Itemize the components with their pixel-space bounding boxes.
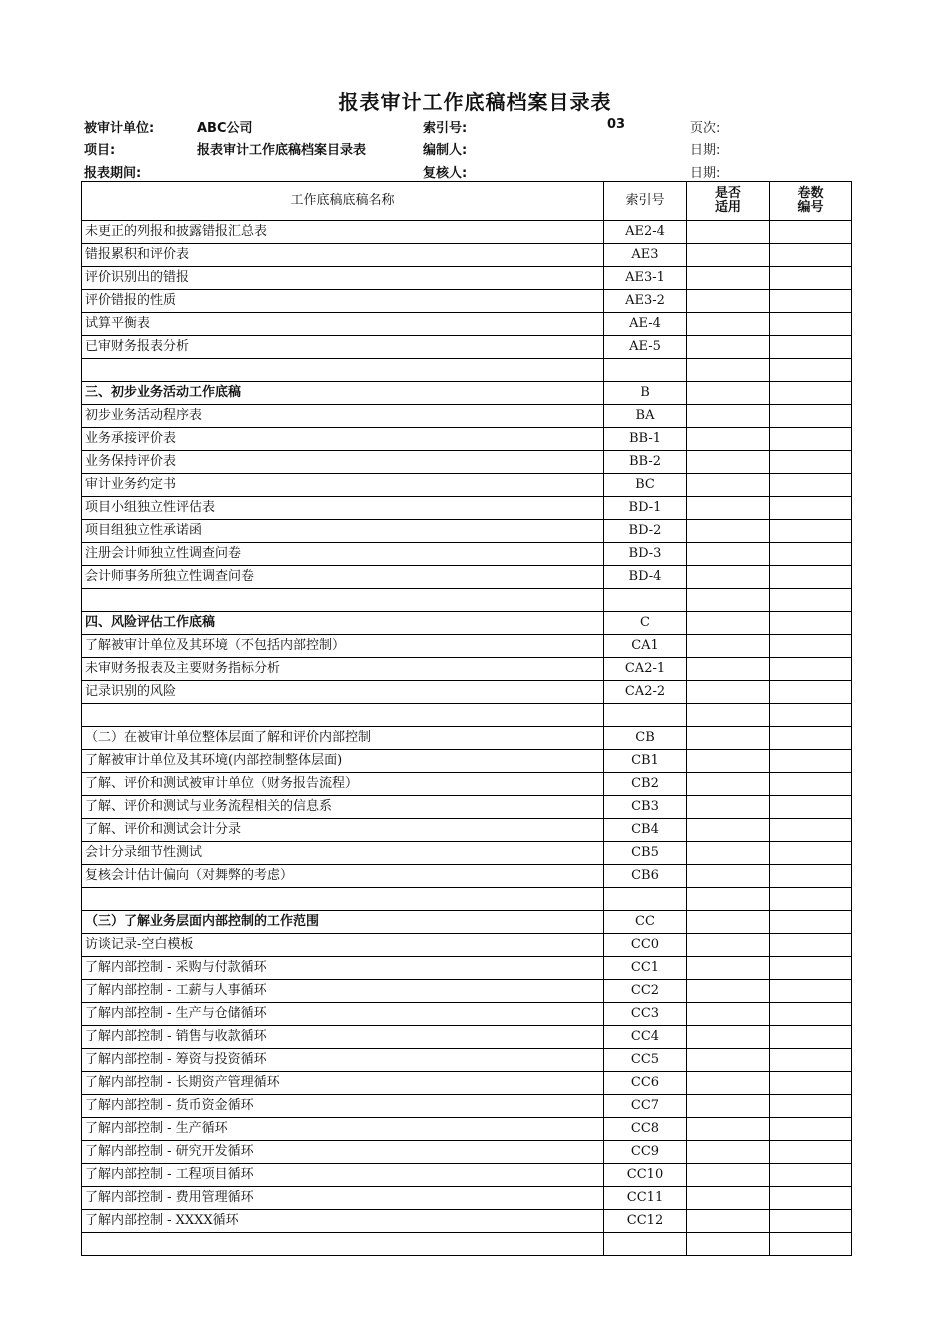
row-name-cell: 了解内部控制 - XXXX循环 (82, 1210, 604, 1233)
row-name-cell (82, 1233, 604, 1256)
table-row (82, 1003, 852, 1026)
audited-unit-label: 被审计单位: (84, 121, 155, 136)
row-index-cell: BC (604, 474, 687, 497)
row-name-cell (82, 888, 604, 911)
row-volume-cell (770, 382, 852, 405)
row-name-cell: 了解内部控制 - 销售与收款循环 (82, 1026, 604, 1049)
table-row (82, 957, 852, 980)
blank-row (82, 704, 852, 727)
row-index-cell: CC5 (604, 1049, 687, 1072)
row-volume-cell (770, 957, 852, 980)
table-row (82, 796, 852, 819)
row-name-cell: 试算平衡表 (82, 313, 604, 336)
row-name-cell: 评价识别出的错报 (82, 267, 604, 290)
row-index-cell: CC10 (604, 1164, 687, 1187)
row-name-cell (82, 589, 604, 612)
row-volume-cell (770, 474, 852, 497)
col-header-volume-line2: 编号 (797, 200, 824, 215)
page-number-label: 页次: (690, 121, 721, 136)
row-volume-cell (770, 497, 852, 520)
row-name-cell: 记录识别的风险 (82, 681, 604, 704)
row-applicable-cell (687, 888, 770, 911)
table-row (82, 428, 852, 451)
row-applicable-cell (687, 773, 770, 796)
table-row (82, 405, 852, 428)
col-header-volume (770, 182, 852, 221)
row-applicable-cell (687, 727, 770, 750)
table-row (82, 1141, 852, 1164)
table-row (82, 267, 852, 290)
table-row (82, 1026, 852, 1049)
row-applicable-cell (687, 934, 770, 957)
row-applicable-cell (687, 474, 770, 497)
col-header-applicable-line1: 是否 (714, 186, 741, 201)
row-applicable-cell (687, 313, 770, 336)
row-applicable-cell (687, 957, 770, 980)
row-index-cell: CC2 (604, 980, 687, 1003)
row-name-cell: 复核会计估计偏向（对舞弊的考虑） (82, 865, 604, 888)
row-applicable-cell (687, 267, 770, 290)
row-index-cell: C (604, 612, 687, 635)
row-name-cell (82, 704, 604, 727)
row-applicable-cell (687, 359, 770, 382)
table-row (82, 819, 852, 842)
row-index-cell: CA2-1 (604, 658, 687, 681)
table-row (82, 1164, 852, 1187)
col-header-applicable (687, 182, 770, 221)
project-value: 报表审计工作底稿档案目录表 (197, 143, 367, 158)
row-index-cell: AE3 (604, 244, 687, 267)
row-applicable-cell (687, 1164, 770, 1187)
row-volume-cell (770, 704, 852, 727)
col-header-index: 索引号 (604, 182, 687, 221)
table-row (82, 290, 852, 313)
row-applicable-cell (687, 543, 770, 566)
row-index-cell: AE3-2 (604, 290, 687, 313)
row-name-cell: 了解内部控制 - 费用管理循环 (82, 1187, 604, 1210)
row-name-cell: 了解内部控制 - 工薪与人事循环 (82, 980, 604, 1003)
row-volume-cell (770, 750, 852, 773)
row-volume-cell (770, 1003, 852, 1026)
table-row (82, 221, 852, 244)
row-applicable-cell (687, 1118, 770, 1141)
row-volume-cell (770, 290, 852, 313)
row-name-cell: 了解、评价和测试与业务流程相关的信息系 (82, 796, 604, 819)
row-volume-cell (770, 635, 852, 658)
row-name-cell: 了解内部控制 - 采购与付款循环 (82, 957, 604, 980)
row-index-cell: BD-4 (604, 566, 687, 589)
row-applicable-cell (687, 290, 770, 313)
table-row (82, 520, 852, 543)
row-applicable-cell (687, 750, 770, 773)
row-applicable-cell (687, 704, 770, 727)
col-header-volume-line1: 卷数 (797, 186, 824, 201)
table-row (82, 980, 852, 1003)
row-volume-cell (770, 543, 852, 566)
row-name-cell: 了解内部控制 - 研究开发循环 (82, 1141, 604, 1164)
row-name-cell: （二）在被审计单位整体层面了解和评价内部控制 (82, 727, 604, 750)
row-volume-cell (770, 865, 852, 888)
row-volume-cell (770, 1049, 852, 1072)
row-applicable-cell (687, 1003, 770, 1026)
reviewed-date-label: 日期: (690, 166, 721, 181)
row-name-cell: 业务保持评价表 (82, 451, 604, 474)
row-index-cell: CB (604, 727, 687, 750)
row-applicable-cell (687, 336, 770, 359)
row-name-cell: 错报累积和评价表 (82, 244, 604, 267)
row-name-cell: 了解内部控制 - 生产循环 (82, 1118, 604, 1141)
row-volume-cell (770, 589, 852, 612)
row-index-cell: CA2-2 (604, 681, 687, 704)
row-applicable-cell (687, 865, 770, 888)
row-name-cell: 未更正的列报和披露错报汇总表 (82, 221, 604, 244)
table-row (82, 313, 852, 336)
table-row (82, 451, 852, 474)
table-row (82, 681, 852, 704)
row-applicable-cell (687, 1049, 770, 1072)
table-header-row (82, 182, 852, 221)
table-row (82, 865, 852, 888)
row-index-cell: CB3 (604, 796, 687, 819)
row-index-cell: CB6 (604, 865, 687, 888)
row-volume-cell (770, 428, 852, 451)
row-volume-cell (770, 1187, 852, 1210)
row-index-cell: CC6 (604, 1072, 687, 1095)
row-applicable-cell (687, 566, 770, 589)
row-applicable-cell (687, 1026, 770, 1049)
row-volume-cell (770, 1141, 852, 1164)
row-volume-cell (770, 221, 852, 244)
row-volume-cell (770, 773, 852, 796)
table-row (82, 1095, 852, 1118)
row-applicable-cell (687, 1095, 770, 1118)
table-row (82, 658, 852, 681)
row-index-cell: B (604, 382, 687, 405)
row-index-cell: CC12 (604, 1210, 687, 1233)
row-applicable-cell (687, 244, 770, 267)
row-index-cell: AE-4 (604, 313, 687, 336)
row-name-cell: 评价错报的性质 (82, 290, 604, 313)
table-row (82, 1210, 852, 1233)
row-applicable-cell (687, 796, 770, 819)
row-index-cell: AE3-1 (604, 267, 687, 290)
table-row (82, 773, 852, 796)
blank-row (82, 1233, 852, 1256)
row-applicable-cell (687, 658, 770, 681)
row-applicable-cell (687, 1210, 770, 1233)
blank-row (82, 589, 852, 612)
row-applicable-cell (687, 681, 770, 704)
table-row (82, 750, 852, 773)
row-index-cell: BB-2 (604, 451, 687, 474)
section-row (82, 911, 852, 934)
row-volume-cell (770, 359, 852, 382)
reviewer-label: 复核人: (423, 166, 468, 181)
row-name-cell: 会计分录细节性测试 (82, 842, 604, 865)
row-name-cell: 四、风险评估工作底稿 (82, 612, 604, 635)
row-index-cell: CC0 (604, 934, 687, 957)
blank-row (82, 359, 852, 382)
table-row (82, 543, 852, 566)
row-applicable-cell (687, 382, 770, 405)
row-volume-cell (770, 1118, 852, 1141)
row-applicable-cell (687, 612, 770, 635)
row-applicable-cell (687, 842, 770, 865)
row-volume-cell (770, 681, 852, 704)
table-row (82, 842, 852, 865)
row-applicable-cell (687, 451, 770, 474)
col-header-name: 工作底稿底稿名称 (82, 182, 604, 221)
row-applicable-cell (687, 221, 770, 244)
row-name-cell: 了解内部控制 - 工程项目循环 (82, 1164, 604, 1187)
page-title: 报表审计工作底稿档案目录表 (338, 90, 612, 114)
row-volume-cell (770, 1233, 852, 1256)
row-index-cell (604, 359, 687, 382)
table-row (82, 474, 852, 497)
index-number-label: 索引号: (423, 121, 468, 136)
row-index-cell: CA1 (604, 635, 687, 658)
row-name-cell: 了解被审计单位及其环境(内部控制整体层面) (82, 750, 604, 773)
row-volume-cell (770, 1095, 852, 1118)
row-index-cell: BA (604, 405, 687, 428)
row-volume-cell (770, 244, 852, 267)
row-volume-cell (770, 313, 852, 336)
row-index-cell: CC7 (604, 1095, 687, 1118)
row-name-cell: 了解、评价和测试会计分录 (82, 819, 604, 842)
table-row (82, 635, 852, 658)
row-volume-cell (770, 727, 852, 750)
row-volume-cell (770, 934, 852, 957)
row-name-cell: 未审财务报表及主要财务指标分析 (82, 658, 604, 681)
row-volume-cell (770, 796, 852, 819)
row-volume-cell (770, 267, 852, 290)
table-row (82, 244, 852, 267)
index-number-value: 03 (607, 117, 626, 132)
row-name-cell: 审计业务约定书 (82, 474, 604, 497)
table-row (82, 1072, 852, 1095)
row-volume-cell (770, 980, 852, 1003)
workpaper-directory-table (81, 181, 852, 1256)
row-applicable-cell (687, 589, 770, 612)
col-header-applicable-line2: 适用 (714, 200, 741, 215)
row-index-cell: CC1 (604, 957, 687, 980)
row-index-cell (604, 888, 687, 911)
row-name-cell: 了解、评价和测试被审计单位（财务报告流程） (82, 773, 604, 796)
row-applicable-cell (687, 819, 770, 842)
report-period-label: 报表期间: (84, 166, 142, 181)
row-index-cell: BD-2 (604, 520, 687, 543)
table-row (82, 336, 852, 359)
preparer-label: 编制人: (423, 143, 468, 158)
row-applicable-cell (687, 428, 770, 451)
row-name-cell: 业务承接评价表 (82, 428, 604, 451)
row-volume-cell (770, 1026, 852, 1049)
blank-row (82, 888, 852, 911)
row-applicable-cell (687, 980, 770, 1003)
prepared-date-label: 日期: (690, 143, 721, 158)
row-applicable-cell (687, 1233, 770, 1256)
row-index-cell (604, 1233, 687, 1256)
row-index-cell: CC9 (604, 1141, 687, 1164)
row-volume-cell (770, 336, 852, 359)
row-index-cell: AE-5 (604, 336, 687, 359)
row-name-cell: （三）了解业务层面内部控制的工作范围 (82, 911, 604, 934)
row-volume-cell (770, 405, 852, 428)
row-name-cell: 访谈记录-空白模板 (82, 934, 604, 957)
section-row (82, 612, 852, 635)
row-volume-cell (770, 911, 852, 934)
table-body (82, 221, 852, 1256)
row-index-cell: CB2 (604, 773, 687, 796)
row-index-cell: BD-1 (604, 497, 687, 520)
row-name-cell: 了解内部控制 - 生产与仓储循环 (82, 1003, 604, 1026)
row-index-cell: CC11 (604, 1187, 687, 1210)
row-name-cell: 了解内部控制 - 长期资产管理循环 (82, 1072, 604, 1095)
row-name-cell: 会计师事务所独立性调查问卷 (82, 566, 604, 589)
row-index-cell: AE2-4 (604, 221, 687, 244)
row-name-cell: 了解内部控制 - 货币资金循环 (82, 1095, 604, 1118)
row-index-cell: CC8 (604, 1118, 687, 1141)
table-row (82, 1187, 852, 1210)
row-volume-cell (770, 520, 852, 543)
row-applicable-cell (687, 1187, 770, 1210)
row-applicable-cell (687, 497, 770, 520)
section-row (82, 382, 852, 405)
row-name-cell: 项目组独立性承诺函 (82, 520, 604, 543)
row-applicable-cell (687, 520, 770, 543)
row-volume-cell (770, 658, 852, 681)
row-volume-cell (770, 566, 852, 589)
row-volume-cell (770, 819, 852, 842)
row-index-cell: CC3 (604, 1003, 687, 1026)
table-row (82, 566, 852, 589)
row-volume-cell (770, 451, 852, 474)
row-volume-cell (770, 1210, 852, 1233)
row-index-cell: CB5 (604, 842, 687, 865)
row-applicable-cell (687, 1072, 770, 1095)
table-row (82, 1049, 852, 1072)
row-index-cell: CB1 (604, 750, 687, 773)
row-index-cell (604, 704, 687, 727)
table-row (82, 497, 852, 520)
row-applicable-cell (687, 405, 770, 428)
section-row (82, 727, 852, 750)
row-name-cell: 初步业务活动程序表 (82, 405, 604, 428)
row-index-cell: CC (604, 911, 687, 934)
row-applicable-cell (687, 1141, 770, 1164)
project-label: 项目: (84, 143, 116, 158)
row-index-cell: BD-3 (604, 543, 687, 566)
row-name-cell: 三、初步业务活动工作底稿 (82, 382, 604, 405)
audited-unit-value: ABC公司 (197, 121, 253, 136)
row-name-cell: 了解内部控制 - 筹资与投资循环 (82, 1049, 604, 1072)
table-row (82, 1118, 852, 1141)
row-volume-cell (770, 842, 852, 865)
row-index-cell (604, 589, 687, 612)
table-row (82, 934, 852, 957)
row-volume-cell (770, 1164, 852, 1187)
row-name-cell: 注册会计师独立性调查问卷 (82, 543, 604, 566)
row-applicable-cell (687, 911, 770, 934)
row-applicable-cell (687, 635, 770, 658)
row-volume-cell (770, 888, 852, 911)
row-index-cell: CC4 (604, 1026, 687, 1049)
row-name-cell: 项目小组独立性评估表 (82, 497, 604, 520)
row-name-cell: 了解被审计单位及其环境（不包括内部控制） (82, 635, 604, 658)
row-index-cell: CB4 (604, 819, 687, 842)
row-name-cell: 已审财务报表分析 (82, 336, 604, 359)
row-volume-cell (770, 612, 852, 635)
row-index-cell: BB-1 (604, 428, 687, 451)
row-volume-cell (770, 1072, 852, 1095)
row-name-cell (82, 359, 604, 382)
